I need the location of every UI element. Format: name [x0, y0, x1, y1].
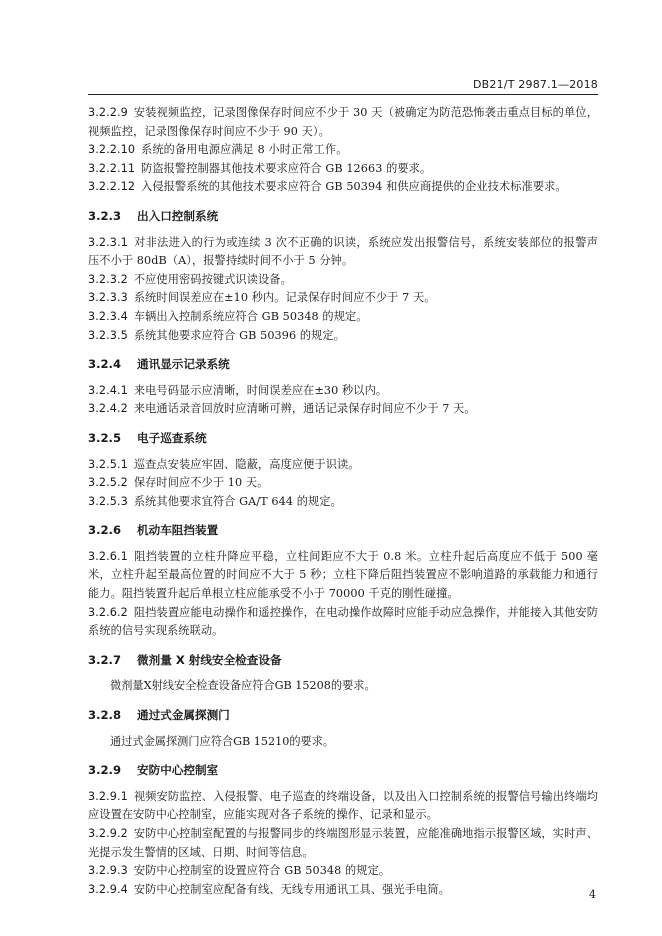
section-title: 电子巡查系统	[137, 430, 207, 445]
clause-text: 系统的备用电源应满足 8 小时正常工作。	[141, 143, 348, 157]
clause-number: 3.2.3.2	[88, 272, 128, 286]
clause-number: 3.2.2.10	[88, 143, 136, 157]
clause-text: 安防中心控制室应配备有线、无线专用通讯工具、强光手电筒。	[133, 882, 450, 896]
clause-text: 安防中心控制室的设置应符合 GB 50348 的规定。	[133, 864, 391, 878]
clause-number: 3.2.5.3	[88, 494, 128, 508]
section-title: 微剂量 X 射线安全检查设备	[137, 652, 282, 667]
clause-number: 3.2.4.2	[88, 402, 128, 416]
section-number: 3.2.9	[88, 763, 122, 778]
clause-text: 入侵报警系统的其他技术要求应符合 GB 50394 和供应商提供的企业技术标准要求。	[141, 180, 567, 194]
clause-number: 3.2.3.1	[88, 235, 128, 249]
section-number: 3.2.6	[88, 523, 122, 538]
clause-text: 视频安防监控、入侵报警、电子巡查的终端设备，以及出入口控制系统的报警信号输出终端均应设置在安防中心控制室，应能实现对各子系统的操作、记录和显示。	[88, 789, 598, 822]
page-header	[0, 0, 662, 90]
section-title: 通过式金属探测门	[137, 708, 230, 723]
clause-paragraph	[88, 178, 598, 197]
clause-number: 3.2.5.1	[88, 457, 128, 471]
section-heading	[88, 651, 598, 670]
section-number: 3.2.7	[88, 652, 122, 667]
clause-number: 3.2.6.2	[88, 605, 128, 619]
section-title: 出入口控制系统	[137, 208, 219, 223]
clause-paragraph	[88, 825, 598, 862]
clause-text: 系统其他要求应符合 GB 50396 的规定。	[133, 328, 345, 342]
document-code: DB21/T 2987.1—2018	[472, 78, 598, 91]
document-body	[88, 104, 598, 899]
section-number: 3.2.3	[88, 208, 122, 223]
clause-paragraph	[88, 289, 598, 308]
clause-number: 3.2.4.1	[88, 383, 128, 397]
clause-paragraph	[88, 548, 598, 604]
section-number: 3.2.5	[88, 430, 122, 445]
clause-paragraph	[88, 271, 598, 290]
clause-paragraph	[88, 327, 598, 346]
body-paragraph: 通过式金属探测门应符合GB 15210的要求。	[110, 734, 335, 748]
clause-number: 3.2.2.12	[88, 180, 136, 194]
clause-paragraph	[88, 493, 598, 512]
clause-paragraph	[88, 400, 598, 419]
clause-number: 3.2.3.5	[88, 328, 128, 342]
clause-paragraph	[88, 382, 598, 401]
clause-text: 巡查点安装应牢固、隐蔽，高度应便于识读。	[133, 457, 360, 471]
clause-number: 3.2.9.1	[88, 789, 128, 803]
page-number: 4	[589, 888, 596, 901]
clause-paragraph	[88, 308, 598, 327]
section-heading	[88, 355, 598, 374]
clause-text: 防盗报警控制器其他技术要求应符合 GB 12663 的要求。	[141, 161, 432, 175]
clause-number: 3.2.5.2	[88, 476, 128, 490]
clause-text: 安装视频监控，记录图像保存时间应不少于 30 天（被确定为防范恐怖袭击重点目标的单位，视频监控，记录图像保存时间应不少于 90 天）。	[88, 106, 598, 138]
clause-text: 保存时间应不少于 10 天。	[133, 476, 269, 490]
clause-text: 不应使用密码按键式识读设备。	[133, 272, 292, 286]
clause-number: 3.2.2.9	[88, 106, 128, 119]
header-divider	[88, 94, 598, 95]
clause-paragraph	[88, 234, 598, 271]
clause-number: 3.2.2.11	[88, 161, 136, 175]
section-number: 3.2.8	[88, 708, 122, 723]
clause-number: 3.2.9.4	[88, 882, 128, 896]
section-heading	[88, 207, 598, 226]
section-heading	[88, 706, 598, 725]
clause-paragraph	[88, 604, 598, 641]
section-heading	[88, 429, 598, 448]
clause-number: 3.2.3.3	[88, 291, 128, 305]
clause-text: 系统其他要求宜符合 GA/T 644 的规定。	[133, 494, 342, 508]
clause-paragraph	[88, 141, 598, 160]
clause-text: 对非法进入的行为或连续 3 次不正确的识读，系统应发出报警信号，系统安装部位的报警声压不小于 80dB（A），报警持续时间不小于 5 分钟。	[88, 235, 598, 268]
clause-paragraph	[88, 456, 598, 475]
clause-number: 3.2.3.4	[88, 309, 128, 323]
clause-text: 安防中心控制室配置的与报警同步的终端图形显示装置，应能准确地指示报警区域，实时声、光提示发生警情的区域、日期、时间等信息。	[88, 827, 598, 859]
section-title: 通讯显示记录系统	[137, 357, 230, 372]
clause-paragraph	[88, 160, 598, 179]
clause-paragraph	[88, 862, 598, 881]
clause-text: 阻挡装置应能电动操作和遥控操作，在电动操作故障时应能手动应急操作，并能接入其他安防系统的信号实现系统联动。	[88, 605, 598, 638]
clause-number: 3.2.9.2	[88, 827, 128, 840]
clause-text: 阻挡装置的立柱升降应平稳，立柱间距应不大于 0.8 米。立柱升起后高度应不低于 500 毫米，立柱升起至最高位置的时间应不大于 5 秒；立柱下降后阻挡装置应不影响道路的承载能力和通行能力。阻挡装置升起后单根立柱应能承受不小于 70000 千克的刚性碰撞。	[88, 549, 598, 601]
section-heading	[88, 761, 598, 780]
section-number: 3.2.4	[88, 357, 122, 372]
clause-number: 3.2.6.1	[88, 549, 128, 563]
section-heading	[88, 521, 598, 540]
clause-paragraph	[88, 474, 598, 493]
clause-text: 系统时间误差应在±10 秒内。记录保存时间应不少于 7 天。	[133, 291, 436, 305]
section-title: 安防中心控制室	[137, 763, 219, 778]
clause-paragraph	[88, 881, 598, 900]
clause-text: 车辆出入控制系统应符合 GB 50348 的规定。	[133, 309, 368, 323]
section-title: 机动车阻挡装置	[137, 523, 219, 538]
clause-paragraph	[88, 104, 598, 141]
clause-text: 来电通话录音回放时应清晰可辨，通话记录保存时间应不少于 7 天。	[133, 402, 476, 416]
clause-number: 3.2.9.3	[88, 864, 128, 878]
clause-paragraph	[88, 788, 598, 825]
body-paragraph: 微剂量X射线安全检查设备应符合GB 15208的要求。	[110, 679, 376, 693]
clause-text: 来电号码显示应清晰，时间误差应在±30 秒以内。	[133, 383, 388, 397]
